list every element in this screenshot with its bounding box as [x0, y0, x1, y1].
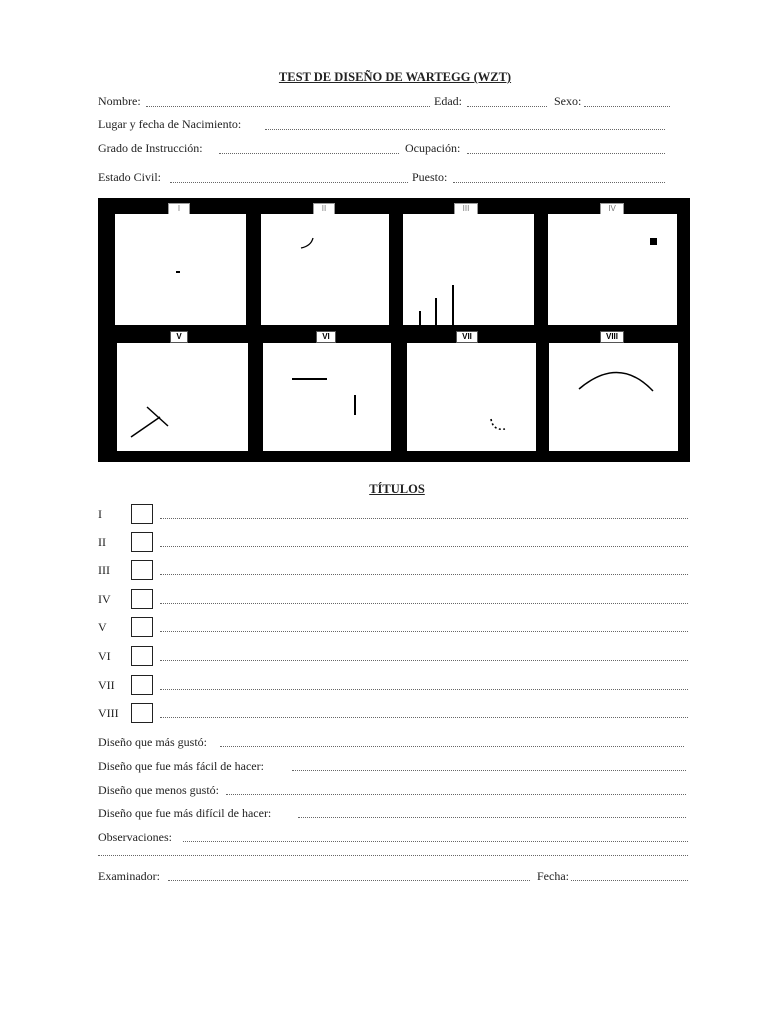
box-i-stimulus-dot — [115, 214, 246, 325]
sexo-field[interactable] — [584, 106, 670, 107]
titulo-order-box-v[interactable] — [131, 617, 153, 637]
box-ii-stimulus-curve — [261, 214, 389, 325]
box-label-v: V — [170, 331, 188, 343]
puesto-label: Puesto: — [412, 170, 448, 184]
examinador-field[interactable] — [168, 880, 530, 881]
titulo-field-viii[interactable] — [160, 717, 688, 718]
observaciones-label: Observaciones: — [98, 830, 172, 844]
mas-facil-label: Diseño que fue más fácil de hacer: — [98, 759, 264, 773]
menos-gusto-field[interactable] — [226, 794, 686, 795]
titulo-row-number: VII — [98, 678, 115, 692]
titulo-order-box-iv[interactable] — [131, 589, 153, 609]
titulo-row-number: III — [98, 563, 110, 577]
estado-civil-field[interactable] — [170, 182, 408, 183]
fecha-label: Fecha: — [537, 869, 569, 883]
box-vi-stimulus-lines — [263, 343, 391, 451]
titulo-row-number: II — [98, 535, 106, 549]
lugar-label: Lugar y fecha de Nacimiento: — [98, 117, 242, 131]
box-viii-stimulus-arc — [549, 343, 678, 451]
titulo-order-box-ii[interactable] — [131, 532, 153, 552]
box-iv-stimulus-square — [548, 214, 677, 325]
box-viii[interactable] — [549, 343, 678, 451]
box-iii-stimulus-lines — [403, 214, 534, 325]
edad-field[interactable] — [467, 106, 547, 107]
titulo-field-i[interactable] — [160, 518, 688, 519]
menos-gusto-label: Diseño que menos gustó: — [98, 783, 219, 797]
fecha-field[interactable] — [571, 880, 688, 881]
estado-civil-label: Estado Civil: — [98, 170, 161, 184]
box-vi[interactable] — [263, 343, 391, 451]
mas-facil-field[interactable] — [292, 770, 686, 771]
mas-gusto-field[interactable] — [220, 746, 684, 747]
nombre-label: Nombre: — [98, 94, 141, 108]
wartegg-grid — [98, 198, 690, 462]
titulo-row-number: V — [98, 620, 107, 634]
titulo-field-vii[interactable] — [160, 689, 688, 690]
titulo-row-number: I — [98, 507, 102, 521]
box-ii[interactable] — [261, 214, 389, 325]
ocupacion-label: Ocupación: — [405, 141, 461, 155]
grado-field[interactable] — [219, 153, 399, 154]
box-label-iv: IV — [600, 203, 624, 215]
examinador-label: Examinador: — [98, 869, 160, 883]
form-title: TEST DE DISEÑO DE WARTEGG (WZT) — [278, 70, 512, 84]
box-label-ii: II — [313, 203, 335, 215]
titulo-order-box-iii[interactable] — [131, 560, 153, 580]
observaciones-field-line-2[interactable] — [98, 855, 688, 856]
puesto-field[interactable] — [453, 182, 665, 183]
titulo-field-iv[interactable] — [160, 603, 688, 604]
titulo-row-number: VIII — [98, 706, 119, 720]
box-v-stimulus-lines — [117, 343, 248, 451]
box-label-i: I — [168, 203, 190, 215]
titulo-row-number: IV — [98, 592, 111, 606]
edad-label: Edad: — [434, 94, 462, 108]
box-vii[interactable] — [407, 343, 536, 451]
mas-dificil-field[interactable] — [298, 817, 686, 818]
box-iv[interactable] — [548, 214, 677, 325]
titulos-heading: TÍTULOS — [369, 482, 425, 496]
box-v[interactable] — [117, 343, 248, 451]
titulo-field-v[interactable] — [160, 631, 688, 632]
ocupacion-field[interactable] — [467, 153, 665, 154]
titulo-order-box-viii[interactable] — [131, 703, 153, 723]
titulo-order-box-vi[interactable] — [131, 646, 153, 666]
titulo-row-number: VI — [98, 649, 111, 663]
box-iii[interactable] — [403, 214, 534, 325]
titulo-order-box-i[interactable] — [131, 504, 153, 524]
box-vii-stimulus-dots — [407, 343, 536, 451]
mas-gusto-label: Diseño que más gustó: — [98, 735, 207, 749]
titulo-field-ii[interactable] — [160, 546, 688, 547]
box-label-vii: VII — [456, 331, 478, 343]
titulo-order-box-vii[interactable] — [131, 675, 153, 695]
nombre-field[interactable] — [146, 106, 430, 107]
box-label-viii: VIII — [600, 331, 624, 343]
grado-label: Grado de Instrucción: — [98, 141, 203, 155]
lugar-field[interactable] — [265, 129, 665, 130]
mas-dificil-label: Diseño que fue más difícil de hacer: — [98, 806, 272, 820]
box-label-iii: III — [454, 203, 478, 215]
observaciones-field[interactable] — [183, 841, 688, 842]
titulo-field-vi[interactable] — [160, 660, 688, 661]
box-i[interactable] — [115, 214, 246, 325]
sexo-label: Sexo: — [554, 94, 582, 108]
titulo-field-iii[interactable] — [160, 574, 688, 575]
box-label-vi: VI — [316, 331, 336, 343]
